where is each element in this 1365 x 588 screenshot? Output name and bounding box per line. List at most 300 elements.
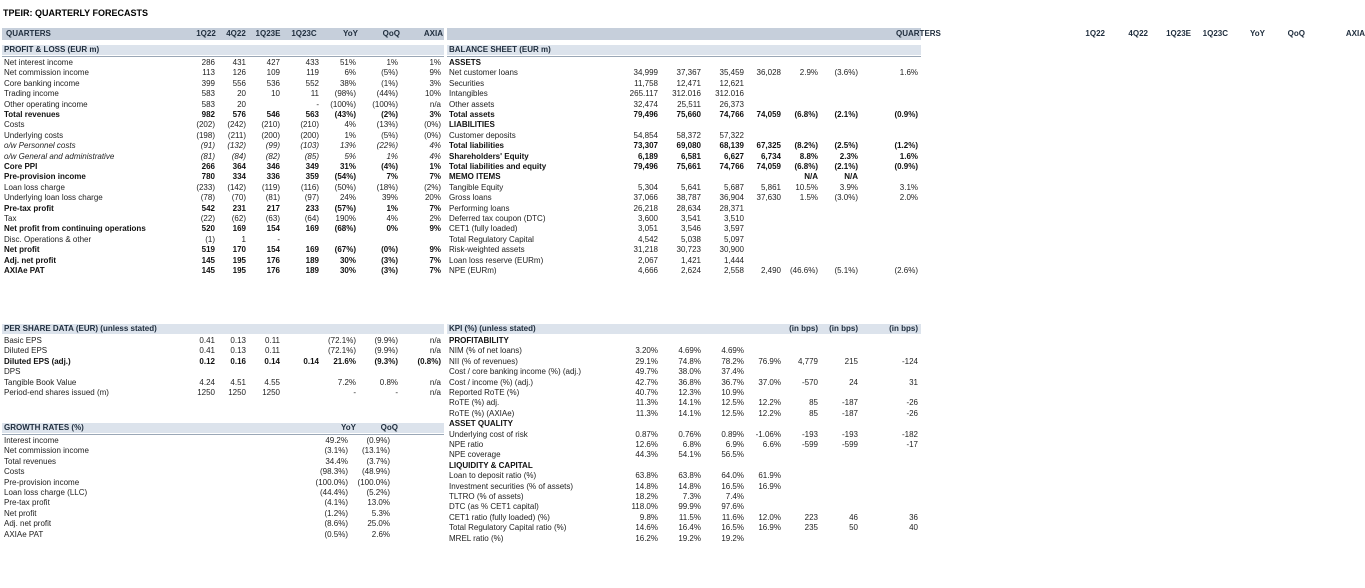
row-value: 0.41 bbox=[199, 346, 215, 356]
row-value: 169 bbox=[232, 224, 246, 234]
row-value: 6,581 bbox=[680, 151, 701, 161]
header-cell: 1Q23E bbox=[255, 29, 281, 38]
row-value: (44.4%) bbox=[319, 488, 348, 497]
row-value: 4.51 bbox=[230, 377, 246, 387]
row-label: Tangible Book Value bbox=[4, 377, 77, 387]
row-value: 583 bbox=[201, 89, 215, 99]
row-value: -187 bbox=[841, 408, 858, 418]
row-value: 176 bbox=[266, 255, 280, 265]
row-value: 26,218 bbox=[633, 203, 658, 213]
row-label: Loan loss charge (LLC) bbox=[4, 488, 88, 497]
row-value: 67,325 bbox=[756, 141, 781, 151]
row-value: 552 bbox=[305, 78, 319, 88]
row-value: 3.9% bbox=[839, 182, 858, 192]
header-cell: 1Q22 bbox=[196, 29, 216, 38]
row-value: (72.1%) bbox=[327, 346, 356, 356]
row-label: Customer deposits bbox=[449, 130, 516, 140]
row-value: 6.8% bbox=[682, 440, 701, 449]
row-value: (1%) bbox=[381, 78, 398, 88]
row-value: (3.0%) bbox=[834, 193, 858, 203]
row-label: Core banking income bbox=[4, 78, 80, 88]
row-value: (3.7%) bbox=[366, 456, 390, 466]
row-label: Costs bbox=[4, 120, 25, 130]
row-value: (6.8%) bbox=[794, 110, 818, 119]
row-value: 51% bbox=[339, 58, 356, 67]
row-value: 0.11 bbox=[265, 346, 280, 356]
row-value: (119) bbox=[261, 182, 280, 192]
row-label: Net profit bbox=[4, 245, 40, 255]
row-value: (2.1%) bbox=[834, 162, 858, 171]
row-value: 85 bbox=[809, 408, 818, 418]
row-value: 11,758 bbox=[634, 78, 658, 88]
row-value: 3% bbox=[429, 110, 441, 119]
row-value: (132) bbox=[227, 141, 246, 151]
row-value: 63.8% bbox=[635, 471, 658, 481]
row-value: 24 bbox=[849, 377, 858, 387]
row-value: 6.6% bbox=[762, 440, 781, 449]
row-value: 286 bbox=[201, 58, 215, 67]
row-label: NPE (EURm) bbox=[449, 266, 497, 275]
row-value: - bbox=[277, 234, 280, 244]
row-value: 3,510 bbox=[723, 214, 744, 223]
row-label: Total liabilities and equity bbox=[449, 162, 547, 171]
row-value: 336 bbox=[266, 172, 280, 182]
row-value: (68%) bbox=[334, 224, 356, 234]
row-value: 14.8% bbox=[678, 481, 701, 491]
row-label: Net profit bbox=[4, 508, 37, 518]
row-value: (0.5%) bbox=[324, 529, 348, 539]
row-value: 4% bbox=[344, 120, 356, 130]
row-value: (0.8%) bbox=[417, 356, 441, 366]
row-value: (5.1%) bbox=[834, 266, 858, 275]
row-value: 29.1% bbox=[635, 356, 658, 366]
header-cell: 1Q23C bbox=[1202, 29, 1228, 38]
row-label: Shareholders' Equity bbox=[449, 151, 529, 161]
row-value: 2.0% bbox=[899, 193, 918, 203]
kpi-unit: (in bps) bbox=[889, 324, 918, 333]
row-value: (97) bbox=[304, 193, 319, 203]
growth-section-header bbox=[2, 423, 444, 433]
row-label: Reported RoTE (%) bbox=[449, 388, 520, 397]
row-value: 16.9% bbox=[758, 523, 781, 533]
section-title: BALANCE SHEET (EUR m) bbox=[449, 45, 551, 54]
row-value: (100%) bbox=[330, 99, 356, 109]
row-value: 0.87% bbox=[635, 429, 658, 439]
row-value: (9.3%) bbox=[374, 356, 398, 366]
row-value: 25.0% bbox=[367, 519, 390, 529]
row-label: Tax bbox=[4, 214, 17, 223]
row-value: 19.2% bbox=[721, 533, 744, 543]
row-value: (81) bbox=[200, 151, 215, 161]
row-label: Performing loans bbox=[449, 203, 510, 213]
row-value: (43%) bbox=[334, 110, 356, 119]
row-value: 7.3% bbox=[682, 492, 701, 501]
row-value: 16.2% bbox=[635, 533, 658, 543]
row-value: 6% bbox=[344, 68, 356, 78]
divider bbox=[447, 56, 921, 57]
sheet-title: TPEIR: QUARTERLY FORECASTS bbox=[3, 8, 149, 18]
row-value: 4,779 bbox=[797, 356, 818, 366]
row-value: 364 bbox=[232, 162, 246, 171]
row-value: 14.8% bbox=[635, 481, 658, 491]
row-value: 7% bbox=[429, 172, 441, 182]
row-value: 349 bbox=[305, 162, 319, 171]
row-value: 1.6% bbox=[899, 151, 918, 161]
row-value: 2% bbox=[429, 214, 441, 223]
row-value: 73,307 bbox=[633, 141, 658, 151]
row-value: 154 bbox=[266, 224, 280, 234]
row-value: 982 bbox=[201, 110, 215, 119]
row-value: 231 bbox=[232, 203, 246, 213]
row-label: Tangible Equity bbox=[449, 182, 504, 192]
row-value: (67%) bbox=[334, 245, 356, 255]
row-value: 28,371 bbox=[719, 203, 744, 213]
row-value: (8.2%) bbox=[794, 141, 818, 151]
row-value: (98%) bbox=[334, 89, 356, 99]
row-value: 10.9% bbox=[721, 388, 744, 397]
row-value: 4% bbox=[429, 141, 441, 151]
row-label: Risk-weighted assets bbox=[449, 245, 525, 255]
row-value: (22%) bbox=[376, 141, 398, 151]
row-label: Investment securities (% of assets) bbox=[449, 481, 574, 491]
row-label: NII (% of revenues) bbox=[449, 356, 518, 366]
row-value: 126 bbox=[232, 68, 246, 78]
row-value: - bbox=[316, 99, 319, 109]
divider bbox=[2, 434, 444, 435]
row-label: Trading income bbox=[4, 89, 59, 99]
row-label: Pre-tax profit bbox=[4, 203, 54, 213]
row-value: 195 bbox=[232, 266, 246, 275]
row-value: (3%) bbox=[381, 266, 398, 275]
row-value: 154 bbox=[266, 245, 280, 255]
row-value: 12.2% bbox=[758, 408, 781, 418]
row-value: 1.6% bbox=[899, 68, 918, 78]
row-value: 0.14 bbox=[303, 356, 319, 366]
row-value: 12,621 bbox=[719, 78, 744, 88]
row-value: 36.8% bbox=[678, 377, 701, 387]
row-value: 546 bbox=[266, 110, 280, 119]
row-value: 3.20% bbox=[635, 346, 658, 356]
row-label: Net commission income bbox=[4, 68, 89, 78]
row-label: MEMO ITEMS bbox=[449, 172, 501, 182]
row-label: Net profit from continuing operations bbox=[4, 224, 146, 234]
row-label: CET1 ratio (fully loaded) (%) bbox=[449, 512, 550, 522]
row-value: 31,218 bbox=[633, 245, 658, 255]
row-value: 1% bbox=[429, 58, 441, 67]
row-value: (9.9%) bbox=[374, 336, 398, 345]
row-value: 56.5% bbox=[721, 450, 744, 460]
row-value: 3,597 bbox=[723, 224, 744, 234]
row-value: 145 bbox=[201, 255, 215, 265]
row-value: n/a bbox=[429, 388, 441, 397]
row-value: 0.8% bbox=[379, 377, 398, 387]
row-value: 359 bbox=[305, 172, 319, 182]
row-value: 3% bbox=[429, 78, 441, 88]
balance-sheet-section-header bbox=[447, 45, 921, 55]
row-value: 1% bbox=[386, 151, 398, 161]
per-share-section-header bbox=[2, 324, 444, 334]
row-value: N/A bbox=[804, 172, 818, 182]
row-label: RoTE (%) (AXIAe) bbox=[449, 408, 515, 418]
row-value: 265.117 bbox=[629, 89, 658, 99]
row-value: 189 bbox=[305, 266, 319, 275]
row-value: 35,459 bbox=[719, 68, 744, 78]
row-value: 169 bbox=[305, 245, 319, 255]
row-label: Adj. net profit bbox=[4, 519, 52, 529]
row-value: 46 bbox=[849, 512, 858, 522]
row-value: 190% bbox=[335, 214, 356, 223]
row-value: 16.9% bbox=[758, 481, 781, 491]
row-value: 3,541 bbox=[680, 214, 701, 223]
row-value: 195 bbox=[232, 255, 246, 265]
row-value: 12.0% bbox=[758, 512, 781, 522]
pl-section-header bbox=[2, 45, 444, 55]
row-value: (18%) bbox=[376, 182, 398, 192]
row-value: (5%) bbox=[381, 68, 398, 78]
row-value: (0%) bbox=[381, 245, 398, 255]
row-value: 13.0% bbox=[367, 498, 390, 508]
row-value: (200) bbox=[300, 130, 319, 140]
row-value: (6.8%) bbox=[794, 162, 818, 171]
kpi-unit: (in bps) bbox=[789, 324, 818, 333]
row-value: 4% bbox=[429, 151, 441, 161]
row-value: (63) bbox=[265, 214, 280, 223]
row-label: Intangibles bbox=[449, 89, 488, 99]
row-value: 519 bbox=[201, 245, 215, 255]
row-value: 37,066 bbox=[633, 193, 658, 203]
row-value: 12.2% bbox=[758, 398, 781, 408]
row-label: AXIAe PAT bbox=[4, 529, 44, 539]
row-value: 0.13 bbox=[230, 346, 246, 356]
row-value: 189 bbox=[305, 255, 319, 265]
row-value: 2,490 bbox=[760, 266, 781, 275]
row-value: (142) bbox=[227, 182, 246, 192]
row-value: 38,787 bbox=[676, 193, 701, 203]
row-value: 34,999 bbox=[633, 68, 658, 78]
row-value: 21.6% bbox=[333, 356, 356, 366]
row-value: 64.0% bbox=[721, 471, 744, 481]
row-value: 4.69% bbox=[721, 346, 744, 356]
row-value: n/a bbox=[429, 346, 441, 356]
row-value: (64) bbox=[304, 214, 319, 223]
row-value: 215 bbox=[844, 356, 858, 366]
row-value: 12.5% bbox=[721, 408, 744, 418]
header-cell: 4Q22 bbox=[1128, 29, 1148, 38]
right-quarters-header bbox=[447, 28, 1365, 40]
row-value: (2.6%) bbox=[894, 266, 918, 275]
row-value: (62) bbox=[231, 214, 246, 223]
row-label: Disc. Operations & other bbox=[4, 234, 92, 244]
row-value: 49.7% bbox=[635, 367, 658, 377]
row-value: (1.2%) bbox=[324, 508, 348, 518]
row-label: MREL ratio (%) bbox=[449, 533, 504, 543]
row-value: 536 bbox=[266, 78, 280, 88]
row-value: 13% bbox=[339, 141, 356, 151]
row-label: Diluted EPS bbox=[4, 346, 48, 356]
row-value: 14.6% bbox=[635, 523, 658, 533]
header-cell: QUARTERS bbox=[896, 29, 941, 38]
row-value: 5.3% bbox=[371, 508, 390, 518]
row-label: Underlying cost of risk bbox=[449, 429, 528, 439]
row-value: 2.3% bbox=[839, 151, 858, 161]
row-value: (13%) bbox=[376, 120, 398, 130]
row-value: -26 bbox=[906, 408, 918, 418]
row-value: 11.6% bbox=[721, 512, 744, 522]
row-value: 0.89% bbox=[721, 429, 744, 439]
row-value: 563 bbox=[305, 110, 319, 119]
row-value: (4%) bbox=[381, 162, 398, 171]
row-value: 16.4% bbox=[678, 523, 701, 533]
row-value: 0.16 bbox=[230, 356, 246, 366]
row-label: Interest income bbox=[4, 436, 59, 445]
row-value: 38% bbox=[339, 78, 356, 88]
row-label: o/w Personnel costs bbox=[4, 141, 76, 151]
row-value: 583 bbox=[201, 99, 215, 109]
row-value: 36.7% bbox=[721, 377, 744, 387]
row-value: 44.3% bbox=[635, 450, 658, 460]
row-value: (9.9%) bbox=[374, 346, 398, 356]
row-value: 233 bbox=[305, 203, 319, 213]
row-value: 2.6% bbox=[371, 529, 390, 539]
row-label: Loan to deposit ratio (%) bbox=[449, 471, 537, 481]
row-label: TLTRO (% of assets) bbox=[449, 492, 524, 501]
row-value: 3.1% bbox=[899, 182, 918, 192]
row-value: 58,372 bbox=[676, 130, 701, 140]
row-value: (4.1%) bbox=[324, 498, 348, 508]
row-value: 145 bbox=[201, 266, 215, 275]
row-value: 39% bbox=[381, 193, 398, 203]
row-value: 1,421 bbox=[680, 255, 701, 265]
row-value: (1.2%) bbox=[894, 141, 918, 151]
row-value: 6,734 bbox=[760, 151, 781, 161]
row-label: Cost / core banking income (%) (adj.) bbox=[449, 367, 582, 377]
row-value: 74,766 bbox=[719, 162, 744, 171]
row-value: 18.2% bbox=[635, 492, 658, 501]
row-value: -599 bbox=[841, 440, 858, 449]
row-label: Net commission income bbox=[4, 446, 89, 456]
row-value: 11.3% bbox=[635, 398, 658, 408]
row-value: (46.6%) bbox=[789, 266, 818, 275]
row-value: (202) bbox=[196, 120, 215, 130]
row-value: 28,634 bbox=[676, 203, 701, 213]
section-title: PER SHARE DATA (EUR) (unless stated) bbox=[4, 324, 157, 333]
row-value: 780 bbox=[201, 172, 215, 182]
row-label: Core PPI bbox=[4, 162, 38, 171]
row-value: (85) bbox=[304, 151, 319, 161]
row-value: 40.7% bbox=[635, 388, 658, 397]
row-value: (100.0%) bbox=[315, 477, 348, 487]
row-value: (54%) bbox=[334, 172, 356, 182]
row-value: (100%) bbox=[372, 99, 398, 109]
row-value: 37.4% bbox=[721, 367, 744, 377]
row-value: (100.0%) bbox=[357, 477, 390, 487]
row-value: (0%) bbox=[424, 130, 441, 140]
row-value: 78.2% bbox=[721, 356, 744, 366]
row-value: 6,627 bbox=[723, 151, 744, 161]
kpi-unit: (in bps) bbox=[829, 324, 858, 333]
row-value: 0.14 bbox=[264, 356, 280, 366]
row-value: (44%) bbox=[376, 89, 398, 99]
kpi-section-header bbox=[447, 324, 921, 334]
row-label: DPS bbox=[4, 367, 21, 377]
row-value: 97.6% bbox=[721, 502, 744, 512]
row-label: NPE ratio bbox=[449, 440, 484, 449]
row-value: 170 bbox=[232, 245, 246, 255]
row-value: 1% bbox=[386, 203, 398, 213]
row-label: Basic EPS bbox=[4, 336, 42, 345]
row-value: 5,861 bbox=[760, 182, 781, 192]
row-value: 25,511 bbox=[677, 99, 701, 109]
row-value: (8.6%) bbox=[324, 519, 348, 529]
row-value: 31 bbox=[909, 377, 918, 387]
row-value: 12.6% bbox=[635, 440, 658, 449]
row-value: 79,496 bbox=[633, 162, 658, 171]
row-value: (13.1%) bbox=[361, 446, 390, 456]
row-value: -124 bbox=[901, 356, 918, 366]
row-value: 26,373 bbox=[719, 99, 744, 109]
row-value: 6,189 bbox=[637, 151, 658, 161]
row-label: Loan loss charge bbox=[4, 182, 65, 192]
row-value: 30% bbox=[339, 266, 356, 275]
row-value: -599 bbox=[801, 440, 818, 449]
row-value: (211) bbox=[227, 130, 246, 140]
row-value: 31% bbox=[339, 162, 356, 171]
row-value: 1.5% bbox=[799, 193, 818, 203]
row-value: -17 bbox=[906, 440, 918, 449]
header-cell: QoQ bbox=[382, 29, 400, 38]
row-value: 1% bbox=[344, 130, 356, 140]
row-value: 24% bbox=[339, 193, 356, 203]
row-value: 8.8% bbox=[799, 151, 818, 161]
row-label: Net customer loans bbox=[449, 68, 518, 78]
row-value: (210) bbox=[300, 120, 319, 130]
row-label: RoTE (%) adj. bbox=[449, 398, 500, 408]
row-value: 399 bbox=[201, 78, 215, 88]
row-value: 14.1% bbox=[678, 408, 701, 418]
row-value: 1,444 bbox=[723, 255, 744, 265]
row-value: 2,624 bbox=[680, 266, 701, 275]
header-cell: 1Q23C bbox=[291, 29, 317, 38]
row-value: 520 bbox=[201, 224, 215, 234]
row-value: 2,558 bbox=[723, 266, 744, 275]
row-value: (5%) bbox=[381, 130, 398, 140]
row-value: 12,471 bbox=[676, 78, 701, 88]
row-value: 12.3% bbox=[678, 388, 701, 397]
row-value: 34.4% bbox=[325, 456, 348, 466]
header-cell: AXIA bbox=[423, 29, 443, 38]
section-title: KPI (%) (unless stated) bbox=[449, 324, 536, 333]
growth-header-yoy: YoY bbox=[341, 423, 356, 432]
row-value: (78) bbox=[200, 193, 215, 203]
row-label: CET1 (fully loaded) bbox=[449, 224, 518, 234]
row-value: 79,496 bbox=[633, 110, 658, 119]
row-value: 49.2% bbox=[325, 436, 348, 445]
row-value: (91) bbox=[200, 141, 215, 151]
row-value: (0.9%) bbox=[894, 110, 918, 119]
row-value: 40 bbox=[909, 523, 918, 533]
row-label: ASSET QUALITY bbox=[449, 419, 514, 429]
row-value: 11 bbox=[310, 89, 319, 99]
row-label: LIABILITIES bbox=[449, 120, 495, 130]
row-value: 1250 bbox=[262, 388, 280, 397]
row-value: 7.4% bbox=[725, 492, 744, 501]
row-value: 119 bbox=[306, 68, 319, 78]
row-value: 576 bbox=[232, 110, 246, 119]
row-value: (48.9%) bbox=[361, 467, 390, 477]
row-value: N/A bbox=[844, 172, 858, 182]
row-value: 266 bbox=[201, 162, 215, 171]
row-value: 113 bbox=[202, 68, 215, 78]
